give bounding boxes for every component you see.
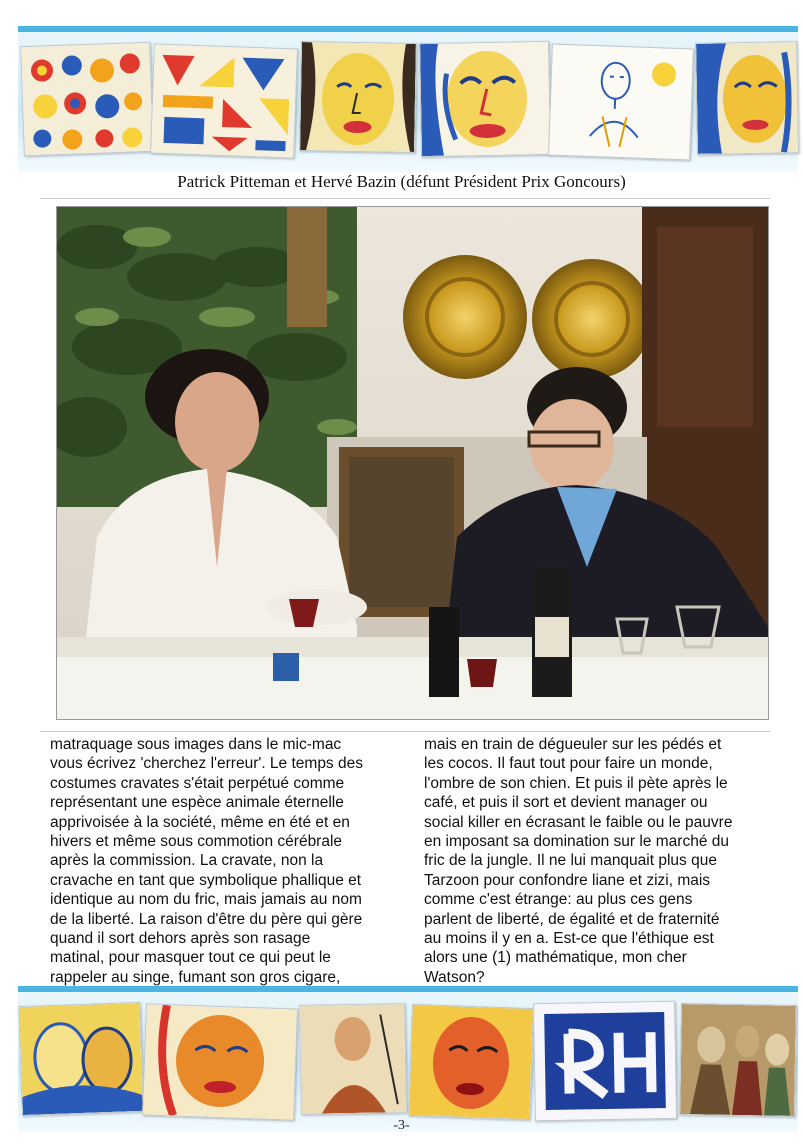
face-portrait-orange-artwork xyxy=(142,1003,298,1120)
geometric-triangles-artwork xyxy=(150,44,298,159)
top-artwork-band xyxy=(18,26,798,172)
sketch-figure-artwork xyxy=(548,44,694,161)
geometric-circles-artwork xyxy=(20,42,154,156)
photo-two-men-at-dinner-table xyxy=(56,206,769,720)
face-portrait-blue-artwork xyxy=(419,41,551,157)
bottom-artwork-band xyxy=(18,986,798,1132)
face-portrait-red-artwork xyxy=(408,1004,534,1120)
article-top-divider xyxy=(40,731,770,732)
page-number: -3- xyxy=(393,1118,410,1133)
figures-group-artwork xyxy=(679,1003,797,1117)
faces-yellow-blue-artwork xyxy=(18,1002,144,1116)
article-right-column: mais en train de dégueuler sur les pédés et les cocos. Il faut tout pour faire un monde, l'ombre de son chien. Et puis il pète après le café, et puis il sort et devient manager ou social killer en écrasant le faible ou le pauvre en imposant sa domination sur le marché du fric de la jungle. Il ne lui manquait plus que Tarzoon pour confondre liane et zizi, mais comme c'est étrange: au plus ces gens parlent de liberté, de égalité et de fraternité au moins il y en a. Est-ce que l'éthique est alors une (1) mathématique, mon cher Watson? xyxy=(424,736,733,986)
article-left-column: matraquage sous images dans le mic-mac vous écrivez 'cherchez l'erreur'. Le temps des costumes cravates s'était perpétué comme représentant une espèce animale éternelle apprivoisée à la société, même en été et en hivers et même sous commotion cérébrale après la commission. La cravate, non la cravache en tant que symbolique phallique et identique au nom du fric, mais jamais au nom de la liberté. La raison d'être du père qui gère quand il sort dehors après son rasage matinal, pour masquer tout ce qui peut le rappeler au singe, fumant son gros cigare, xyxy=(50,736,363,986)
face-portrait-colorful-artwork xyxy=(695,41,799,155)
face-portrait-yellow-artwork xyxy=(299,41,417,153)
caption-divider xyxy=(40,198,770,199)
abstract-blue-letters-artwork xyxy=(533,1001,677,1121)
photo-caption: Patrick Pitteman et Hervé Bazin (défunt Président Prix Goncours) xyxy=(177,172,626,191)
figure-sketch-artwork xyxy=(299,1003,407,1115)
